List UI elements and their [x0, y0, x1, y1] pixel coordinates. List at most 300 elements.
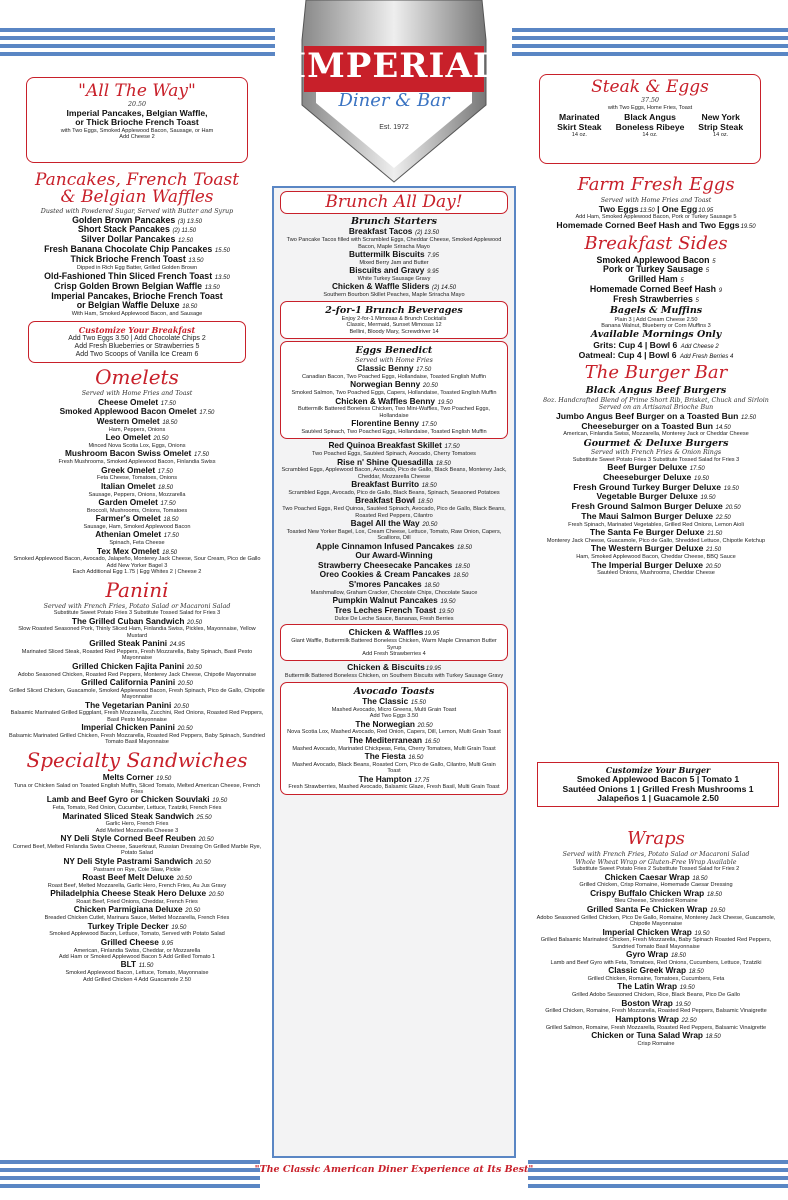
- farm-eggs-line1: Two Eggs13.50 | One Egg10.95: [598, 203, 714, 214]
- top-stripes-right: [512, 28, 788, 70]
- gourmet-list: [532, 463, 780, 577]
- item-price: 5: [693, 298, 699, 305]
- item-name: Norwegian Benny: [350, 379, 421, 390]
- item-desc: Grilled Adobo Seasoned Chicken, Rice, Black Beans, Pico De Gallo: [572, 992, 740, 999]
- menu-item-name: [8, 433, 266, 443]
- menu-item-name: [285, 419, 503, 429]
- menu-item: [8, 773, 266, 796]
- item-price: 18.50: [704, 1034, 721, 1041]
- brunch-panel: [272, 186, 516, 1158]
- item-desc: Crisp Romaine: [637, 1040, 675, 1047]
- item-desc: Bleu Cheese, Shredded Romaine: [614, 898, 698, 905]
- item-desc: Two Pancake Tacos filled with Scrambled Eggs, Cheddar Cheese, Smoked Applewood Bacon, Maple Sriracha Mayo: [286, 237, 502, 250]
- panini-sub: Substitute Sweet Potato Fries 3 Substitute Tossed Salad for Fries 3: [53, 610, 221, 617]
- steak-cols: [544, 113, 756, 139]
- gourmet-note: Served with French Fries & Onion Rings: [590, 449, 722, 457]
- menu-item: [532, 561, 780, 577]
- item-desc: Buttermilk Battered Boneless Chicken, Two Mini-Waffles, Two Poached Eggs, Hollandaise: [298, 406, 490, 419]
- item-desc: Grilled Chicken, Crisp Romaine, Homemade Caesar Dressing: [579, 882, 733, 889]
- item-name: Pork or Turkey Sausage: [602, 264, 704, 275]
- omelets-add1: Add New Yorker Bagel 3: [106, 562, 168, 569]
- item-price: 9: [717, 288, 723, 295]
- customize-line2: Add Fresh Blueberries or Strawberries 5: [74, 342, 200, 350]
- item-desc: Grilled Balsamic Marinated Chicken, Fresh Mozzarella, Baby Spinach Roasted Red Peppers, Sundried Tomato Basil Mayonnaise: [540, 937, 772, 950]
- item-price: 19.50: [698, 495, 716, 502]
- angus-list: [532, 412, 780, 438]
- item-price: 20.50: [415, 722, 433, 729]
- item-name: Melts Corner: [102, 771, 154, 782]
- menu-item-name: [532, 966, 780, 976]
- item-name: Lamb and Beef Gyro or Chicken Souvlaki: [46, 794, 210, 805]
- item-desc: Grilled Salmon, Romaine, Fresh Mozzarella, Roasted Red Peppers, Balsamic Vinaigrette: [545, 1024, 767, 1031]
- item-price: 19.50: [437, 609, 454, 616]
- item-desc: Balsamic Marinated Grilled Chicken, Fresh Mozzarella, Roasted Red Peppers, Baby Spinach, Sundried Tomato Basil Mayonnaise: [9, 732, 265, 746]
- oatmeal-line: Oatmeal: Cup 4 | Bowl 6 Add Fresh Berries 4: [578, 349, 734, 360]
- customize-burger-line1: Smoked Applewood Bacon 5 | Tomato 1: [576, 774, 740, 784]
- menu-item: [280, 519, 508, 542]
- menu-item-desc: Giant Waffle, Buttermilk Battered Boneless Chicken, Warm Maple Cinnamon Butter Syrup: [291, 638, 497, 651]
- menu-item-name: [532, 905, 780, 915]
- menu-item-name: [280, 480, 508, 490]
- menu-item-name: Chicken & Biscuits19.95: [347, 662, 441, 673]
- footer-tagline: "The Classic American Diner Experience at Its Best": [254, 1164, 534, 1175]
- menu-item: [8, 960, 266, 983]
- menu-item: [532, 982, 780, 998]
- item-name: Beef Burger Deluxe: [607, 462, 688, 473]
- menu-item-name: [532, 295, 780, 305]
- steak-option: [685, 113, 756, 139]
- menu-item-name: [8, 255, 266, 265]
- item-price: 9.95: [425, 269, 439, 276]
- wraps-list: [532, 873, 780, 1048]
- menu-item: [285, 752, 503, 775]
- bagels-line2: Banana Walnut, Blueberry or Corn Muffins 3: [601, 323, 711, 329]
- item-price: 19.50: [692, 930, 710, 937]
- steak-name-1: New York: [701, 111, 740, 122]
- menu-item-name: [532, 422, 780, 432]
- avocado-list: [285, 697, 503, 791]
- item-name: Florentine Benny: [351, 418, 420, 429]
- menu-item-name: [280, 606, 508, 616]
- menu-item-name: [532, 528, 780, 538]
- item-name: Vegetable Burger Deluxe: [596, 491, 698, 502]
- steak-eggs-title: Steak & Eggs: [591, 77, 709, 97]
- item-price: 17.50: [158, 500, 176, 507]
- item-desc: Two Poached Eggs, Sautéed Spinach, Avocado, Cherry Tomatoes: [312, 451, 476, 458]
- angus-note: 8oz. Handcrafted Blend of Prime Short Rib, Brisket, Chuck and Sirloin: [543, 396, 769, 404]
- item-name: Chicken Parmigiana Deluxe: [73, 904, 183, 915]
- menu-item-name: [8, 960, 266, 970]
- menu-item: [280, 458, 508, 481]
- item-desc: Garlic Hero, French Fries: [105, 821, 169, 828]
- menu-item-name: [8, 617, 266, 627]
- menu-item: [8, 701, 266, 724]
- menu-item-name: [285, 775, 503, 785]
- item-price: 11.50: [137, 963, 154, 970]
- item-desc: Adobo Seasoned Grilled Chicken, Pico De Gallo, Romaine, Monterey Jack Cheese, Guacamole, Chipotle Mayonnaise: [536, 914, 776, 928]
- menu-item: [8, 617, 266, 640]
- menu-item: [280, 266, 508, 282]
- item-desc: Grilled Chicken, Romaine, Fresh Mozzarella, Roasted Red Peppers, Balsamic Vinaigrette: [545, 1008, 767, 1015]
- steak-option: [544, 113, 615, 139]
- all-the-way-desc: with Two Eggs, Smoked Applewood Bacon, Sausage, or Ham: [60, 127, 214, 134]
- bagels-title: Bagels & Muffins: [609, 305, 703, 317]
- item-desc: Scrambled Eggs, Applewood Bacon, Avocado, Pico de Gallo, Black Beans, Monterey Jack, Cheddar, Mozzarella Cheese: [281, 467, 507, 480]
- farm-eggs-desc: Add Ham, Smoked Applewood Bacon, Pork or Turkey Sausage 5: [575, 214, 737, 221]
- menu-item: [285, 775, 503, 791]
- item-price: 16.50: [406, 754, 424, 761]
- item-price: (2) 14.50: [430, 285, 457, 292]
- menu-item-name: [8, 662, 266, 672]
- item-price: 21.50: [704, 547, 722, 554]
- item-desc: Corned Beef, Melted Finlandia Swiss Cheese, Sauerkraut, Russian Dressing On Grilled Marble Rye, Potato Salad: [12, 843, 262, 857]
- steak-name-1: Black Angus: [624, 111, 676, 122]
- menu-item: [8, 662, 266, 678]
- gourmet-sub: Substitute Sweet Potato Fries 3 Substitute Tossed Salad for Fries 3: [572, 456, 740, 463]
- starters-title: Brunch Starters: [350, 216, 438, 227]
- item-price: 20.50: [185, 619, 203, 626]
- menu-item: [532, 528, 780, 544]
- item-desc: Marshmallow, Graham Cracker, Chocolate Chips, Chocolate Sauce: [310, 589, 478, 596]
- item-desc: Mashed Avocado, Marinated Chickpeas, Feta, Cherry Tomatoes, Multi Grain Toast: [292, 745, 496, 752]
- item-price: 20.50: [196, 837, 214, 844]
- item-name: The Norwegian: [355, 718, 415, 729]
- customize-burger-box: [537, 762, 779, 807]
- item-price: 17.50: [192, 452, 209, 459]
- item-price: 13.50: [186, 258, 204, 265]
- item-price: 19.50: [678, 985, 695, 992]
- menu-item-name: [8, 547, 266, 557]
- menu-item-name: [8, 905, 266, 915]
- item-price: 17.50: [159, 400, 176, 407]
- item-desc: Feta, Tomato, Red Onion, Cucumber, Lettuce, Tzatziki, French Fries: [52, 805, 222, 812]
- menu-item-name: [532, 982, 780, 992]
- menu-item: [8, 547, 266, 563]
- menu-item: [8, 449, 266, 465]
- menu-item-name: [532, 561, 780, 571]
- item-name: The Hampton: [358, 773, 412, 784]
- item-price: (2) 11.50: [170, 228, 197, 235]
- menu-item: [285, 380, 503, 396]
- beverages-title: 2-for-1 Brunch Beverages: [325, 304, 463, 316]
- bagels-line1: Plain 3 | Add Cream Cheese 2.50: [614, 316, 698, 323]
- customize-breakfast-title: Customize Your Breakfast: [78, 324, 196, 335]
- menu-item-name: [285, 736, 503, 746]
- steak-name-2: Boneless Ribeye: [615, 121, 685, 132]
- item-desc: Dulce De Leche Sauce, Bananas, Fresh Berries: [334, 615, 454, 622]
- item-price: 17.50: [420, 422, 437, 429]
- menu-item-name: [280, 282, 508, 292]
- item-price: 17.75: [412, 777, 430, 784]
- item-desc: Fresh Strawberries, Mashed Avocado, Balsamic Glaze, Fresh Basil, Multi Grain Toast: [288, 784, 500, 791]
- item-price: 15.50: [409, 699, 426, 706]
- menu-item: [8, 834, 266, 857]
- item-desc: Fresh Mushrooms, Smoked Applewood Bacon, Finlandia Swiss: [58, 459, 216, 466]
- item-name: The Western Burger Deluxe: [590, 543, 704, 554]
- menu-item: [532, 422, 780, 438]
- item-desc: American, Finlandia Swiss, Mozzarella, Monterey Jack or Cheddar Cheese: [563, 431, 749, 438]
- item-desc: Mixed Berry Jam and Butter: [359, 259, 429, 266]
- menu-item: [532, 999, 780, 1015]
- menu-item: [8, 482, 266, 498]
- item-name: Fresh Ground Turkey Burger Deluxe: [573, 481, 722, 492]
- menu-item: [8, 678, 266, 701]
- item-desc: Slow Roasted Seasoned Pork, Thinly Sliced Ham, Finlandia Swiss, Pickles, Mayonnaise, Yellow Mustard: [18, 626, 256, 639]
- grits-line: Grits: Cup 4 | Bowl 6 Add Cheese 2: [593, 339, 719, 350]
- item-name: Cheeseburger Deluxe: [602, 471, 692, 482]
- item-name: Leo Omelet: [105, 432, 151, 443]
- menu-item-name: [8, 889, 266, 899]
- menu-item: [285, 697, 503, 720]
- item-name: Oreo Cookies & Cream Pancakes: [319, 569, 451, 580]
- item-desc: Sausage, Peppers, Onions, Mozzarella: [88, 491, 186, 498]
- item-desc: Fresh Spinach, Marinated Vegetables, Grilled Red Onions, Lemon Aioli: [568, 521, 744, 528]
- item-desc: Tuna or Chicken Salad on Toasted English Muffin, Sliced Tomato, Melted American Cheese, French Fries: [13, 782, 261, 795]
- starters-list: [280, 227, 508, 298]
- item-price: 20.50: [176, 680, 193, 687]
- menu-item-name: [8, 301, 266, 311]
- item-price: 21.50: [705, 531, 723, 538]
- menu-item-name: [285, 397, 503, 407]
- beverages-line2: Classic, Mermaid, Sunset Mimosas 12: [346, 322, 442, 329]
- menu-item: [8, 812, 266, 835]
- menu-item-name: [8, 482, 266, 492]
- item-name: Marinated Sliced Steak Sandwich: [62, 810, 194, 821]
- farm-eggs-note: Served with Home Fries and Toast: [600, 197, 712, 204]
- panini-note: Served with French Fries, Potato Salad or Macaroni Salad: [43, 602, 231, 610]
- mornings-title: Available Mornings Only: [590, 329, 722, 341]
- item-name: Italian Omelet: [100, 480, 156, 491]
- logo: [290, 0, 498, 185]
- item-name: Classic Greek Wrap: [608, 965, 687, 976]
- item-name: Western Omelet: [96, 416, 160, 427]
- item-price: 19.50: [438, 599, 456, 606]
- menu-item-name: Chicken & Waffles19.95: [348, 627, 440, 638]
- steak-size: 14 oz.: [713, 132, 729, 139]
- item-desc: Lamb and Beef Gyro with Feta, Tomatoes, Red Onions, Cucumbers, Lettuce, Tzatziki: [550, 959, 762, 966]
- item-price: 18.50: [451, 573, 469, 580]
- customize-burger-line3: Jalapeños 1 | Guacamole 2.50: [597, 793, 719, 804]
- item-price: 18.50: [180, 304, 198, 311]
- item-name: Golden Brown Pancakes: [72, 214, 176, 225]
- item-desc: Roast Beef, Melted Mozzarella, Garlic Hero, French Fries, Au Jus Gravy: [47, 882, 227, 889]
- menu-item: [532, 889, 780, 905]
- item-name: Mushroom Bacon Swiss Omelet: [64, 448, 192, 459]
- item-price: 20.50: [193, 859, 211, 866]
- menu-item: [532, 966, 780, 982]
- steak-name-1: Marinated: [559, 111, 600, 122]
- beverages-line1: Enjoy 2-for-1 Mimosas & Brunch Cocktails: [341, 315, 447, 322]
- item-desc: Spinach, Feta Cheese: [109, 540, 165, 547]
- item-price: 19.50: [210, 798, 228, 805]
- logo-sub: Diner & Bar: [338, 90, 450, 111]
- menu-item-name: [8, 773, 266, 783]
- item-desc: Dipped in Rich Egg Batter, Grilled Golden Brown: [76, 265, 198, 272]
- item-desc: Grilled Chicken, Romaine, Tomatoes, Cucumbers, Feta: [587, 976, 725, 983]
- burger-title: The Burger Bar: [584, 362, 728, 384]
- menu-item: [280, 441, 508, 457]
- menu-item: [532, 950, 780, 966]
- item-name: Thick Brioche French Toast: [70, 254, 186, 265]
- item-name: Crispy Buffalo Chicken Wrap: [590, 887, 705, 898]
- item-name: The Santa Fe Burger Deluxe: [589, 527, 705, 538]
- item-price: 20.50: [704, 563, 721, 570]
- menu-item-name: [8, 530, 266, 540]
- item-name: Breakfast Burrito: [351, 479, 420, 490]
- item-price: 18.50: [687, 969, 704, 976]
- item-price: 20.50: [723, 505, 741, 512]
- wraps-note2: Whole Wheat Wrap or Gluten-Free Wrap Available: [575, 858, 737, 866]
- item-price: 20.50: [185, 664, 202, 671]
- item-price: 17.50: [162, 533, 179, 540]
- item-name: NY Deli Style Corned Beef Reuben: [60, 833, 196, 844]
- item-price: 18.50: [416, 499, 433, 506]
- item-name: The Latin Wrap: [617, 981, 678, 992]
- item-price: 7.95: [425, 253, 439, 259]
- avocado-box: [280, 682, 508, 795]
- menu-item: [532, 928, 780, 951]
- item-price: 17.50: [156, 468, 173, 475]
- item-price: 19.50: [722, 485, 739, 492]
- item-desc: Ham, Peppers, Onions: [108, 426, 166, 433]
- item-desc: Pastrami on Rye, Cole Slaw, Pickle: [93, 866, 181, 873]
- item-name: Hamptons Wrap: [615, 1013, 679, 1024]
- item-name: Breakfast Tacos: [348, 226, 413, 237]
- steak-size: 14 oz.: [571, 132, 587, 139]
- item-name: The Mediterranean: [348, 734, 423, 745]
- omelets-note: Served with Home Fries and Toast: [81, 389, 193, 397]
- customize-line1: Add Two Eggs 3.50 | Add Chocolate Chips 2: [68, 334, 206, 342]
- item-price: 24.95: [168, 642, 185, 649]
- all-the-way-line1: Imperial Pancakes, Belgian Waffle,: [66, 107, 208, 118]
- item-name: Smoked Applewood Bacon Omelet: [59, 406, 197, 417]
- item-price: 20.50: [175, 875, 192, 882]
- menu-item-name: [280, 458, 508, 468]
- item-name: Our Award-Winning: [355, 550, 433, 561]
- item-desc: Sausage, Ham, Smoked Applewood Bacon: [83, 523, 191, 530]
- item-desc: Smoked Applewood Bacon, Lettuce, Tomato, Served with Potato Salad: [49, 931, 225, 938]
- item-price: 20.50: [175, 726, 193, 733]
- item-name: Grilled Cheese: [100, 936, 159, 947]
- item-desc: Minced Nova Scotia Lox, Eggs, Onions: [88, 443, 186, 449]
- item-desc: Feta Cheese, Tomatoes, Onions: [96, 475, 178, 482]
- benedict-title: Eggs Benedict: [355, 345, 433, 357]
- item-name: Classic Benny: [356, 363, 414, 374]
- item-price: 5: [710, 258, 716, 265]
- menu-item-name: [532, 544, 780, 554]
- angus-title: Black Angus Beef Burgers: [585, 385, 727, 397]
- menu-item-name: [8, 857, 266, 867]
- item-desc: Smoked Applewood Bacon, Avocado, Jalapeño, Monterey Jack Cheese, Sour Cream, Pico de Gallo: [13, 556, 261, 563]
- item-desc: Toasted New Yorker Bagel, Lox, Cream Cheese, Lettuce, Tomato, Raw Onion, Capers, Scallions, Dill: [286, 528, 502, 542]
- item-price: 14.50: [713, 424, 731, 431]
- item-desc: Sautéed Onions, Mushrooms, Cheddar Cheese: [597, 570, 715, 577]
- item-add: Add Two Eggs 3.50: [369, 713, 419, 720]
- omelets-title: Omelets: [95, 364, 179, 389]
- item-price: 18.50: [420, 483, 437, 490]
- sides-title: Breakfast Sides: [584, 232, 728, 254]
- item-name: Philadelphia Cheese Steak Hero Deluxe: [50, 888, 207, 899]
- item-price: 20.50: [172, 703, 189, 710]
- wraps-note1: Served with French Fries, Potato Salad or Macaroni Salad: [562, 851, 750, 858]
- all-the-way-add: Add Cheese 2: [119, 134, 155, 141]
- item-price: 13.50: [203, 284, 220, 291]
- item-name: Fresh Banana Chocolate Chip Pancakes: [44, 244, 213, 255]
- item-name: Silver Dollar Pancakes: [80, 234, 176, 245]
- steak-eggs-box: [539, 74, 761, 164]
- customize-breakfast-box: [28, 321, 246, 363]
- item-name: Farmer's Omelet: [95, 513, 161, 524]
- item-price: 18.50: [669, 953, 686, 960]
- item-desc: Smoked Applewood Bacon, Lettuce, Tomato, Mayonnaise: [65, 970, 209, 977]
- item-desc: Marinated Sliced Steak, Roasted Red Peppers, Fresh Mozzarella, Baby Spinach, Basil Pesto Mayonnaise: [21, 648, 253, 662]
- menu-item: [532, 873, 780, 889]
- menu-item: [8, 938, 266, 961]
- item-desc: Balsamic Marinated Grilled Eggplant, Fresh Mozzarella, Zucchini, Red Onions, Roasted Red Peppers, Basil Pesto Mayonnaise: [10, 710, 264, 723]
- pancakes-title2: & Belgian Waffles: [60, 187, 214, 207]
- menu-item-name: [8, 701, 266, 711]
- item-name: Breakfast Bowl: [355, 495, 416, 506]
- item-name: Buttermilk Biscuits: [349, 249, 425, 259]
- pancakes-title1: Pancakes, French Toast: [34, 170, 240, 190]
- item-price: 12.50: [739, 414, 757, 421]
- menu-item-name: [532, 950, 780, 960]
- item-name: The Imperial Burger Deluxe: [591, 559, 704, 570]
- item-desc: Nova Scotia Lox, Mashed Avocado, Red Onion, Capers, Dill, Lemon, Multi Grain Toast: [287, 729, 501, 736]
- item-price: 18.50: [455, 544, 472, 551]
- menu-item-name: [532, 889, 780, 899]
- item-desc: Scrambled Eggs, Avocado, Pico de Gallo, Black Beans, Spinach, Seasoned Potatoes: [288, 489, 500, 496]
- item-name: Red Quinoa Breakfast Skillet: [328, 440, 442, 451]
- left-column: [8, 172, 266, 983]
- item-price: 17.50: [442, 444, 460, 451]
- right-column: [532, 172, 780, 577]
- item-name: Grilled Ham: [628, 274, 678, 285]
- menu-item: [8, 301, 266, 317]
- item-price: 20.50: [183, 908, 201, 915]
- item-price: 5: [704, 268, 710, 275]
- menu-item: [8, 530, 266, 546]
- menu-item-name: [280, 250, 508, 260]
- menu-item: [285, 720, 503, 736]
- item-price: 25.50: [194, 814, 212, 821]
- item-name: Rise n' Shine Quesadilla: [337, 456, 434, 467]
- item-name: The Grilled Cuban Sandwich: [71, 615, 185, 626]
- menu-item-name: [280, 496, 508, 506]
- item-price: 5: [678, 278, 684, 285]
- item-name: The Maui Salmon Burger Deluxe: [581, 510, 714, 521]
- steak-eggs-price: 37.50: [640, 97, 660, 104]
- menu-item-name: [8, 723, 266, 733]
- item-name: The Classic: [362, 695, 409, 706]
- menu-item: [532, 1015, 780, 1031]
- menu-item-name: [285, 380, 503, 390]
- item-price: 18.50: [453, 563, 470, 570]
- menu-item: [8, 466, 266, 482]
- item-name: Grilled Chicken Fajita Panini: [72, 660, 185, 671]
- menu-item-name: [532, 1031, 780, 1041]
- menu-item-name: [8, 678, 266, 688]
- menu-item: [285, 397, 503, 420]
- steak-size: 14 oz.: [642, 132, 658, 139]
- benedict-box: [280, 341, 508, 439]
- menu-item-name: [280, 266, 508, 276]
- menu-item: [532, 1031, 780, 1047]
- menu-item-name: [532, 928, 780, 938]
- logo-est: Est. 1972: [379, 124, 409, 131]
- item-name: Turkey Triple Decker: [87, 920, 169, 931]
- menu-item: [285, 364, 503, 380]
